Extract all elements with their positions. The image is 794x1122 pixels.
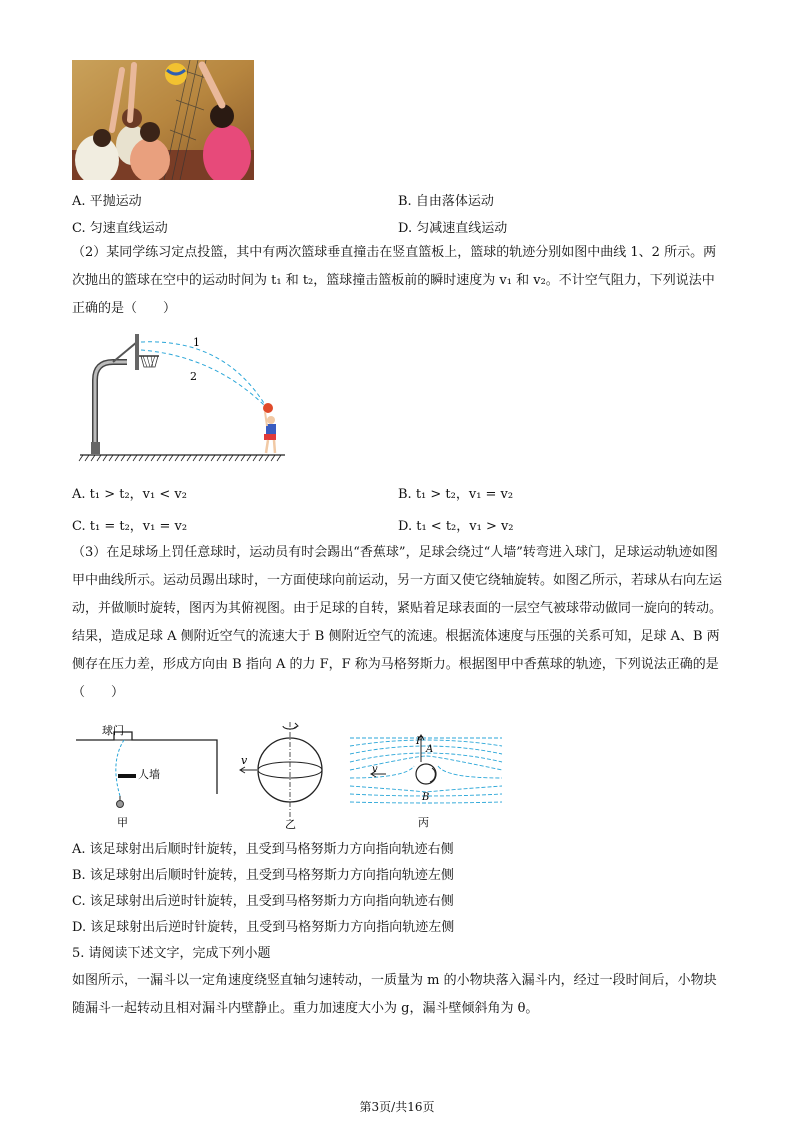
volleyball-photo [72, 60, 254, 180]
side-b-label: B [422, 792, 430, 803]
q2-option-c: C. t₁ = t₂，v₁ = v₂ [72, 519, 188, 534]
q3-question-text: （3）在足球场上罚任意球时，运动员有时会踢出“香蕉球”，足球会绕过“人墙”转弯进入球门，足球运动轨迹如图甲中曲线所示。运动员踢出球时，一方面使球向前运动，另一方面又使它绕轴旋转。如图乙所示，若球从右向左运动，并做顺时旋转，图丙为其俯视图。由于足球的自转，紧贴着足球表面的一层空气被球带动做同一旋向的转动。结果，造成足球 A 侧附近空气的流速大于 B 侧附近空气的流速。根据流体速度与压强的关系可知，足球 A、B 两侧存在压力差，形成方向由 B 指向 A 的力 F，F 称为马格努斯力。根据图甲中香蕉球的轨迹，下列说法正确的是（ ） [72, 545, 723, 700]
q1-option-d: D. 匀减速直线运动 [398, 221, 508, 236]
q3-option-b: B. 该足球射出后顺时针旋转，且受到马格努斯力方向指向轨迹左侧 [72, 868, 454, 883]
q2-question-text: （2）某同学练习定点投篮，其中有两次篮球垂直撞击在竖直篮板上，篮球的轨迹分别如图中曲线 1、2 所示。两次抛出的篮球在空中的运动时间为 t₁ 和 t₂，篮球撞击篮板前的瞬时速度为 v₁ 和 v₂。不计空气阻力，下列说法中正确的是（ ） [72, 245, 717, 316]
q5-heading: 5. 请阅读下述文字，完成下列小题 [72, 946, 271, 961]
curve-label-1: 1 [193, 336, 200, 349]
velocity-label: v [241, 754, 248, 767]
q2-option-d: D. t₁ < t₂，v₁ > v₂ [398, 519, 514, 534]
curve-label-2: 2 [190, 370, 197, 383]
q1-option-c: C. 匀速直线运动 [72, 221, 168, 236]
fig-jia-label: 甲 [117, 816, 128, 829]
q1-option-a: A. 平抛运动 [72, 194, 142, 209]
q5-text: 如图所示，一漏斗以一定角速度绕竖直轴匀速转动，一质量为 m 的小物块落入漏斗内，经过一段时间后，小物块随漏斗一起转动且相对漏斗内壁静止。重力加速度大小为 g，漏斗壁倾斜角为 θ。 [72, 973, 717, 1016]
q3-option-d: D. 该足球射出后逆时针旋转，且受到马格努斯力方向指向轨迹左侧 [72, 920, 455, 935]
wall-label: 人墙 [138, 768, 160, 781]
basketball-trajectory-figure [75, 330, 290, 465]
q2-option-a: A. t₁ > t₂，v₁ < v₂ [72, 487, 187, 502]
fig-bing-label: 丙 [418, 816, 429, 829]
fig-yi-label: 乙 [285, 818, 296, 830]
q1-option-b: B. 自由落体运动 [398, 194, 494, 209]
velocity-label-bing: v [372, 764, 378, 775]
goal-label: 球门 [102, 724, 124, 737]
side-a-label: A [426, 744, 434, 755]
figure-bing-airflow [346, 730, 506, 830]
q3-option-a: A. 该足球射出后顺时针旋转，且受到马格努斯力方向指向轨迹右侧 [72, 842, 454, 857]
figure-jia-free-kick [72, 722, 224, 830]
q3-option-c: C. 该足球射出后逆时针旋转，且受到马格努斯力方向指向轨迹右侧 [72, 894, 454, 909]
q2-option-b: B. t₁ > t₂，v₁ = v₂ [398, 487, 514, 502]
page-footer: 第3页/共16页 [359, 1100, 435, 1114]
figure-yi-ball-rotation [235, 712, 340, 830]
force-label: F [416, 736, 423, 747]
